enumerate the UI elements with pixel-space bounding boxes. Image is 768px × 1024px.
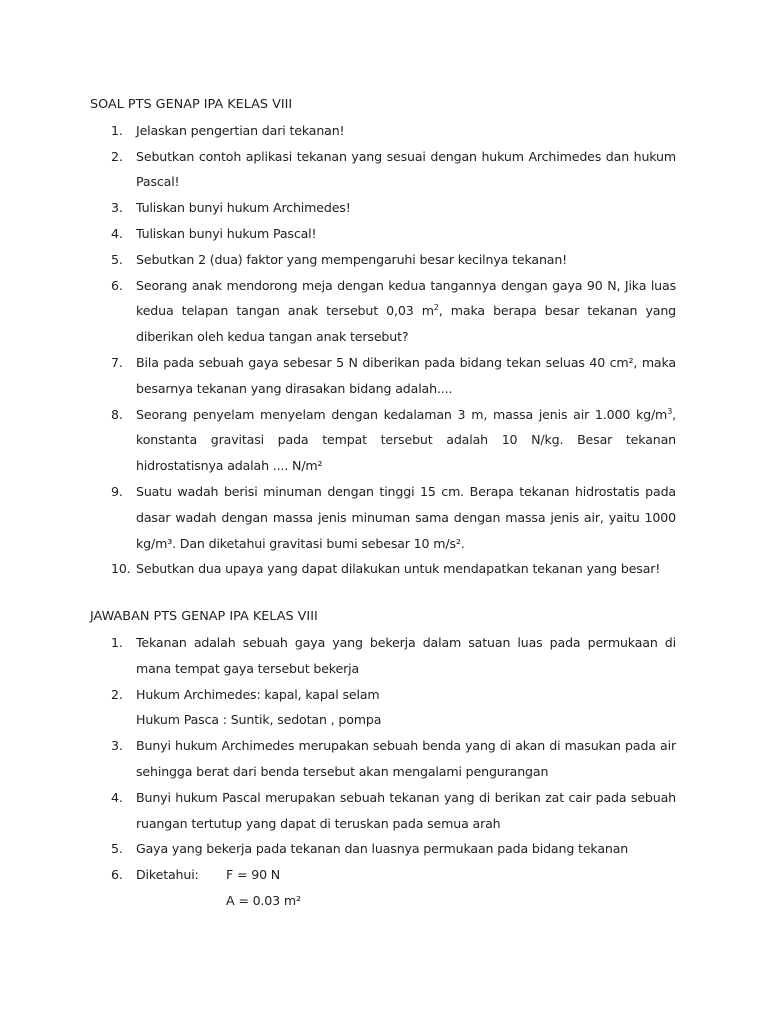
answer-number: 6. — [111, 867, 123, 883]
answers-title: JAWABAN PTS GENAP IPA KELAS VIII — [90, 609, 318, 625]
question-text: Suatu wadah berisi minuman dengan tinggi 15 cm. Berapa tekanan hidrostatis pada dasar wadah dengan massa jenis minuman sama dengan massa jenis air, yaitu 1000 kg/m³. Dan diketahui gravitasi bumi sebesar 10 m/s². — [136, 483, 676, 551]
question-item — [90, 195, 676, 221]
answer-item — [90, 836, 676, 862]
answers-list — [90, 630, 676, 914]
question-text: Jelaskan pengertian dari tekanan! — [136, 122, 345, 138]
known-label: Diketahui: — [136, 867, 199, 883]
question-item — [90, 556, 676, 582]
questions-title: SOAL PTS GENAP IPA KELAS VIII — [90, 97, 293, 112]
question-text-part: , konstanta gravitasi pada tempat tersebut adalah 10 N/kg. Besar tekanan hidrostatisnya adalah .... N/m² — [136, 406, 676, 474]
question-item — [90, 221, 676, 247]
answer-text: Tekanan adalah sebuah gaya yang bekerja dalam satuan luas pada permukaan di mana tempat gaya tersebut bekerja — [136, 634, 676, 676]
answer-line: Hukum Archimedes: kapal, kapal selam — [136, 686, 380, 702]
question-text — [136, 273, 676, 350]
question-item — [90, 247, 676, 273]
question-number: 1. — [111, 122, 123, 138]
question-text-part: Seorang anak mendorong meja dengan kedua tangannya dengan gaya 90 N, Jika luas kedua telapan tangan anak tersebut 0,03 m — [136, 277, 676, 319]
answer-item — [90, 682, 676, 734]
answer-item — [90, 733, 676, 785]
question-text-part: , maka berapa besar tekanan yang diberikan oleh kedua tangan anak tersebut? — [136, 303, 677, 345]
answer-text — [136, 862, 676, 914]
question-item — [90, 479, 676, 556]
question-item — [90, 118, 676, 144]
superscript: 3 — [667, 406, 673, 416]
question-number: 6. — [111, 277, 123, 293]
answer-item — [90, 630, 676, 682]
question-number: 4. — [111, 225, 123, 241]
answer-text: Bunyi hukum Archimedes merupakan sebuah benda yang di akan di masukan pada air sehingga berat dari benda tersebut akan mengalami pengurangan — [136, 738, 676, 779]
answer-text — [136, 682, 676, 734]
question-item — [90, 144, 676, 196]
question-item — [90, 273, 676, 350]
questions-list — [90, 118, 676, 582]
question-number: 10. — [111, 561, 131, 577]
question-text: Tuliskan bunyi hukum Archimedes! — [136, 200, 351, 216]
question-item — [90, 350, 676, 402]
known-row — [136, 862, 676, 888]
question-number: 7. — [111, 354, 123, 370]
question-text: Sebutkan 2 (dua) faktor yang mempengaruhi besar kecilnya tekanan! — [136, 251, 568, 267]
answer-text: Bunyi hukum Pascal merupakan sebuah tekanan yang di berikan zat cair pada sebuah ruangan tertutup yang dapat di teruskan pada semua arah — [136, 789, 676, 831]
document-content — [90, 92, 676, 914]
answer-number: 3. — [111, 738, 123, 754]
superscript: 2 — [433, 303, 439, 313]
question-text: Sebutkan contoh aplikasi tekanan yang sesuai dengan hukum Archimedes dan hukum Pascal! — [136, 148, 676, 190]
question-item — [90, 402, 676, 479]
answer-line: Hukum Pasca : Suntik, sedotan , pompa — [136, 712, 382, 728]
answer-item — [90, 862, 676, 914]
known-force: F = 90 N — [226, 867, 281, 883]
answer-number: 2. — [111, 686, 123, 702]
answer-text: Gaya yang bekerja pada tekanan dan luasnya permukaan pada bidang tekanan — [136, 841, 629, 857]
question-number: 3. — [111, 200, 123, 216]
answer-number: 1. — [111, 634, 123, 650]
question-number: 2. — [111, 148, 123, 164]
question-text — [136, 402, 676, 479]
question-number: 8. — [111, 406, 123, 422]
question-number: 9. — [111, 483, 123, 499]
answer-number: 5. — [111, 841, 123, 857]
answer-number: 4. — [111, 789, 123, 805]
question-text: Sebutkan dua upaya yang dapat dilakukan untuk mendapatkan tekanan yang besar! — [136, 561, 661, 577]
question-number: 5. — [111, 251, 123, 267]
question-text-part: Seorang penyelam menyelam dengan kedalaman 3 m, massa jenis air 1.000 kg/m — [136, 406, 668, 422]
known-area: A = 0.03 m² — [226, 892, 301, 908]
question-text: Tuliskan bunyi hukum Pascal! — [136, 225, 317, 241]
answer-item — [90, 785, 676, 837]
question-text: Bila pada sebuah gaya sebesar 5 N diberikan pada bidang tekan seluas 40 cm², maka besarnya tekanan yang dirasakan bidang adalah.... — [136, 354, 676, 396]
